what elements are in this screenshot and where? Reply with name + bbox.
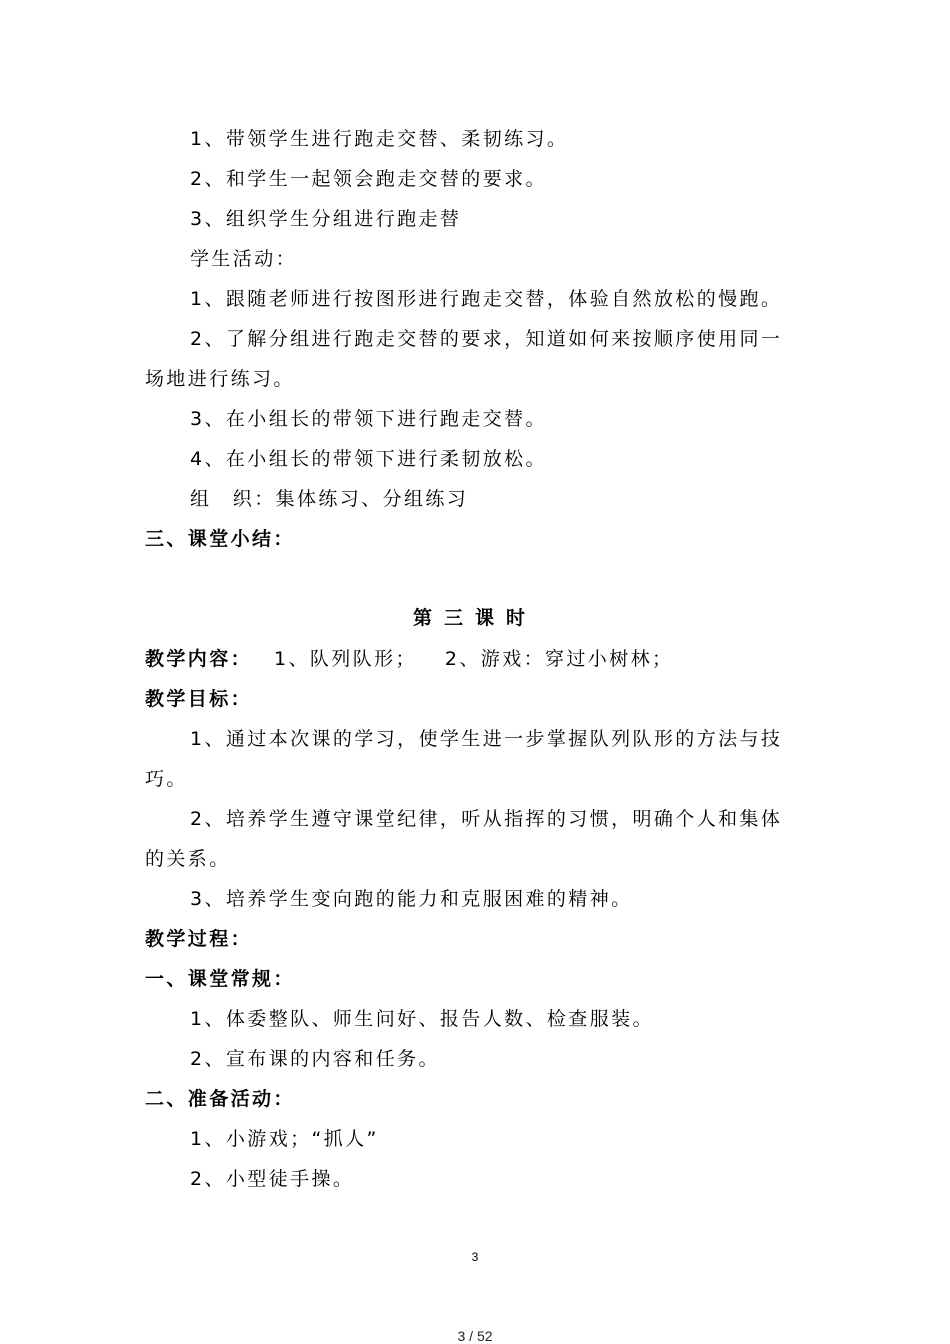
section-warmup-heading: 二、准备活动： xyxy=(145,1088,295,1110)
student-step-1: 1、跟随老师进行按图形进行跑走交替，体验自然放松的慢跑。 xyxy=(190,288,783,310)
section-summary-heading: 三、课堂小结： xyxy=(145,528,295,550)
routine-item-1: 1、体委整队、师生问好、报告人数、检查服装。 xyxy=(190,1008,654,1030)
teaching-goals-heading: 教学目标： xyxy=(145,688,253,710)
organization-line xyxy=(190,487,468,511)
student-step-2-line-2: 场地进行练习。 xyxy=(145,368,295,390)
section-routine-heading: 一、课堂常规： xyxy=(145,968,295,990)
organization-text: 集体练习、分组练习 xyxy=(275,488,469,510)
teaching-content-label: 教学内容： xyxy=(145,648,253,670)
goal-3: 3、培养学生变向跑的能力和克服困难的精神。 xyxy=(190,888,633,910)
student-step-4: 4、在小组长的带领下进行柔韧放松。 xyxy=(190,448,547,470)
page-indicator: 3 / 52 xyxy=(457,1328,493,1344)
student-step-2-line-1: 2、了解分组进行跑走交替的要求，知道如何来按顺序使用同一 xyxy=(190,328,783,350)
goal-1-line-2: 巧。 xyxy=(145,768,188,790)
teaching-content-line xyxy=(145,647,673,671)
teaching-content-item-1: 1、队列队形； xyxy=(274,648,417,670)
warmup-item-2: 2、小型徒手操。 xyxy=(190,1168,355,1190)
organization-label: 组 织： xyxy=(190,488,276,510)
student-step-3: 3、在小组长的带领下进行跑走交替。 xyxy=(190,408,547,430)
teaching-content-item-2: 2、游戏：穿过小树林； xyxy=(444,648,674,670)
warmup-item-1: 1、小游戏；“抓人” xyxy=(190,1128,379,1150)
teaching-process-heading: 教学过程： xyxy=(145,928,253,950)
goal-1-line-1: 1、通过本次课的学习，使学生进一步掌握队列队形的方法与技 xyxy=(190,728,783,750)
teacher-step-1: 1、带领学生进行跑走交替、柔韧练习。 xyxy=(190,128,569,150)
routine-item-2: 2、宣布课的内容和任务。 xyxy=(190,1048,440,1070)
page-number: 3 xyxy=(471,1250,479,1264)
teacher-step-2: 2、和学生一起领会跑走交替的要求。 xyxy=(190,168,547,190)
student-activity-label: 学生活动： xyxy=(190,248,298,270)
lesson-title: 第三课时 xyxy=(412,607,537,629)
goal-2-line-2: 的关系。 xyxy=(145,848,231,870)
teacher-step-3: 3、组织学生分组进行跑走替 xyxy=(190,208,462,230)
goal-2-line-1: 2、培养学生遵守课堂纪律，听从指挥的习惯，明确个人和集体 xyxy=(190,808,783,830)
